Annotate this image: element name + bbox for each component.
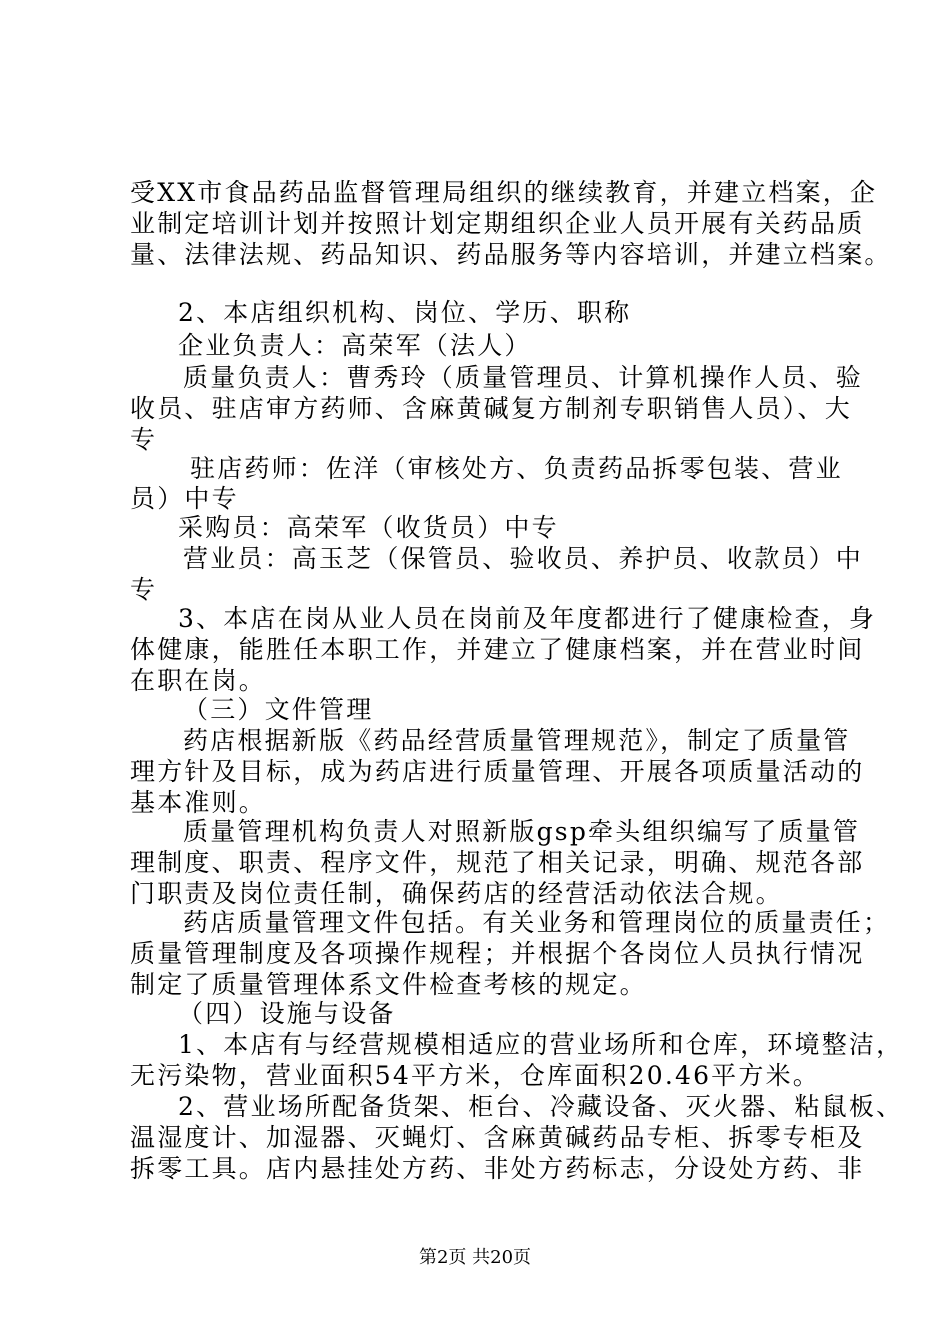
text-line: 2、本店组织机构、岗位、学历、职称: [178, 298, 632, 327]
text-line: 理方针及目标，成为药店进行质量管理、开展各项质量活动的: [130, 757, 865, 786]
text-line: 质量管理机构负责人对照新版gsp牵头组织编写了质量管: [183, 817, 861, 846]
text-line: 无污染物，营业面积54平方米，仓库面积20.46平方米。: [130, 1061, 820, 1090]
text-line: 员）中专: [130, 484, 239, 513]
text-line: 体健康，能胜任本职工作，并建立了健康档案，并在营业时间: [130, 635, 865, 664]
text-line: 在职在岗。: [130, 666, 267, 695]
page-number-footer: 第2页 共20页: [418, 1247, 532, 1268]
text-line: 专: [130, 425, 158, 454]
text-line: 企业负责人：高荣军（法人）: [178, 331, 532, 360]
text-line: 基本准则。: [130, 788, 267, 817]
text-line: 专: [130, 575, 158, 604]
text-line: 受XX市食品药品监督管理局组织的继续教育，并建立档案，企: [130, 178, 878, 207]
text-line: 门职责及岗位责任制，确保药店的经营活动依法合规。: [130, 879, 783, 908]
text-line: 采购员：高荣军（收货员）中专: [178, 513, 559, 542]
text-line: 营业员：高玉芝（保管员、验收员、养护员、收款员）中: [183, 544, 864, 573]
text-line: 温湿度计、加湿器、灭蝇灯、含麻黄碱药品专柜、拆零专柜及: [130, 1123, 865, 1152]
text-line: 拆零工具。店内悬挂处方药、非处方药标志，分设处方药、非: [130, 1154, 865, 1183]
text-line: 1、本店有与经营规模相适应的营业场所和仓库，环境整洁，: [178, 1030, 904, 1059]
text-line: 2、营业场所配备货架、柜台、冷藏设备、灭火器、粘鼠板、: [178, 1092, 904, 1121]
text-line: 收员、驻店审方药师、含麻黄碱复方制剂专职销售人员）、大: [130, 394, 852, 423]
text-line: 药店根据新版《药品经营质量管理规范》，制定了质量管: [183, 726, 851, 755]
text-line: 驻店药师：佐洋（审核处方、负责药品拆零包装、营业: [190, 454, 843, 483]
text-line: 质量管理制度及各项操作规程；并根据个各岗位人员执行情况: [130, 939, 865, 968]
text-line: 业制定培训计划并按照计划定期组织企业人员开展有关药品质: [130, 209, 865, 238]
text-line: 理制度、职责、程序文件，规范了相关记录，明确、规范各部: [130, 848, 865, 877]
text-line: 3、本店在岗从业人员在岗前及年度都进行了健康检查，身: [178, 604, 877, 633]
section-heading: （三）文件管理: [183, 695, 374, 724]
text-line: 量、法律法规、药品知识、药品服务等内容培训，并建立档案。: [130, 240, 892, 269]
section-heading: （四）设施与设备: [178, 999, 396, 1028]
text-line: 药店质量管理文件包括。有关业务和管理岗位的质量责任；: [183, 908, 891, 937]
text-line: 质量负责人：曹秀玲（质量管理员、计算机操作人员、验: [183, 363, 864, 392]
text-line: 制定了质量管理体系文件检查考核的规定。: [130, 970, 647, 999]
